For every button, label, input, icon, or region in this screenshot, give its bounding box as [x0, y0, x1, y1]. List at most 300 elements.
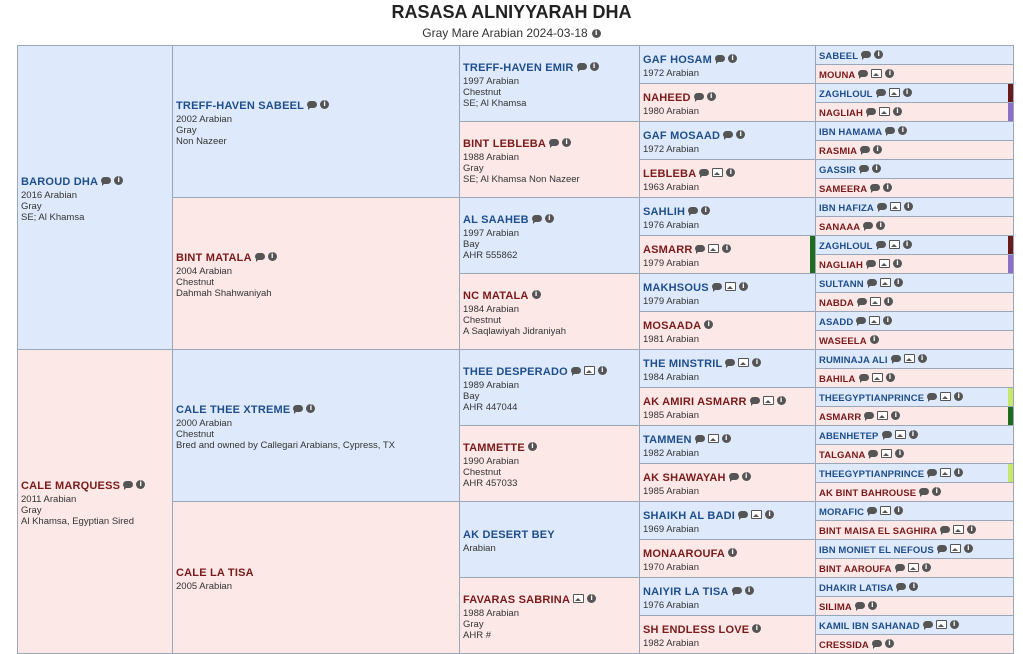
- comment-icon[interactable]: [729, 473, 739, 480]
- gen4-horse-cell: [640, 46, 816, 84]
- gen4-horse-cell: [640, 160, 816, 198]
- image-icon[interactable]: [908, 563, 919, 572]
- image-icon[interactable]: [904, 354, 915, 363]
- horse-name-row: [643, 88, 813, 106]
- info-icon[interactable]: i: [765, 510, 774, 519]
- horse-name-link[interactable]: NAHEED: [643, 92, 691, 104]
- info-icon[interactable]: i: [891, 411, 900, 420]
- info-icon[interactable]: i: [545, 214, 554, 223]
- comment-icon[interactable]: [863, 222, 873, 229]
- image-icon[interactable]: [953, 525, 964, 534]
- info-icon[interactable]: i: [562, 138, 571, 147]
- comment-icon[interactable]: [712, 283, 722, 290]
- comment-icon[interactable]: [101, 177, 111, 184]
- image-icon[interactable]: [712, 168, 723, 177]
- horse-name-link[interactable]: CALE LA TISA: [176, 567, 254, 579]
- info-icon[interactable]: i: [893, 259, 902, 268]
- image-icon[interactable]: [895, 430, 906, 439]
- info-icon[interactable]: i: [885, 639, 894, 648]
- info-icon[interactable]: i: [528, 442, 537, 451]
- horse-name-row: [819, 578, 1011, 596]
- gen5-horse-cell: [816, 198, 1014, 217]
- info-icon[interactable]: i: [883, 183, 892, 192]
- horse-name-row: [643, 202, 813, 220]
- horse-name-link[interactable]: BAHILA: [819, 374, 856, 385]
- horse-detail-line: 1979 Arabian: [643, 258, 699, 269]
- gen2-horse-cell: [173, 46, 460, 198]
- horse-name-link[interactable]: CALE THEE XTREME: [176, 404, 291, 416]
- comment-icon[interactable]: [750, 397, 760, 404]
- comment-icon[interactable]: [725, 359, 735, 366]
- horse-name-row: [176, 400, 457, 418]
- linebreeding-marker: [1008, 464, 1013, 482]
- horse-name-row: [819, 483, 1011, 501]
- gen5-horse-cell: [816, 103, 1014, 122]
- horse-name-row: [643, 316, 813, 334]
- gen5-horse-cell: [816, 160, 1014, 179]
- comment-icon[interactable]: [532, 215, 542, 222]
- comment-icon[interactable]: [860, 146, 870, 153]
- info-icon[interactable]: i: [532, 290, 541, 299]
- comment-icon[interactable]: [861, 51, 871, 58]
- horse-detail-line: Gray: [463, 619, 484, 630]
- info-icon[interactable]: i: [883, 316, 892, 325]
- gen3-horse-cell: [460, 350, 640, 426]
- image-icon[interactable]: [881, 449, 892, 458]
- horse-detail-line: 1980 Arabian: [643, 106, 699, 117]
- comment-icon[interactable]: [855, 602, 865, 609]
- info-icon[interactable]: i: [918, 354, 927, 363]
- image-icon[interactable]: [584, 366, 595, 375]
- info-icon[interactable]: i: [114, 176, 123, 185]
- comment-icon[interactable]: [723, 131, 733, 138]
- horse-detail-line: Gray: [463, 163, 484, 174]
- image-icon[interactable]: [889, 88, 900, 97]
- image-icon[interactable]: [869, 316, 880, 325]
- info-icon[interactable]: i: [903, 88, 912, 97]
- image-icon[interactable]: [751, 510, 762, 519]
- info-icon[interactable]: i: [876, 221, 885, 230]
- horse-name-link[interactable]: SABEEL: [819, 51, 859, 62]
- horse-detail-line: SE; Al Khamsa Non Nazeer: [463, 174, 580, 185]
- horse-detail-line: Gray: [21, 201, 42, 212]
- gen1-horse-cell: [18, 46, 173, 350]
- image-icon[interactable]: [872, 373, 883, 382]
- info-icon[interactable]: i: [592, 29, 601, 38]
- horse-name-link[interactable]: MORAFIC: [819, 507, 865, 518]
- horse-name-link[interactable]: SANAAA: [819, 222, 861, 233]
- linebreeding-marker: [1008, 388, 1013, 406]
- horse-name-row: [643, 50, 813, 68]
- horse-name-row: [819, 331, 1011, 349]
- info-icon[interactable]: i: [904, 202, 913, 211]
- comment-icon[interactable]: [738, 511, 748, 518]
- comment-icon[interactable]: [732, 587, 742, 594]
- info-icon[interactable]: i: [898, 126, 907, 135]
- horse-name-link[interactable]: AK AMIRI ASMARR: [643, 396, 747, 408]
- comment-icon[interactable]: [895, 564, 905, 571]
- horse-name-row: [819, 616, 1011, 634]
- horse-name-link[interactable]: TAMMEN: [643, 434, 692, 446]
- linebreeding-marker: [1008, 255, 1013, 273]
- comment-icon[interactable]: [307, 101, 317, 108]
- horse-name-link[interactable]: THEEGYPTIANPRINCE: [819, 393, 925, 404]
- horse-name-link[interactable]: ASMARR: [819, 412, 862, 423]
- comment-icon[interactable]: [699, 169, 709, 176]
- image-icon[interactable]: [880, 278, 891, 287]
- horse-detail-line: Bay: [463, 391, 480, 402]
- comment-icon[interactable]: [867, 279, 877, 286]
- info-icon[interactable]: i: [870, 335, 879, 344]
- horse-name-link[interactable]: NAGLIAH: [819, 260, 863, 271]
- image-icon[interactable]: [877, 411, 888, 420]
- info-icon[interactable]: i: [885, 69, 894, 78]
- comment-icon[interactable]: [919, 488, 929, 495]
- info-icon[interactable]: i: [707, 92, 716, 101]
- comment-icon[interactable]: [923, 621, 933, 628]
- horse-name-row: [463, 362, 637, 380]
- comment-icon[interactable]: [891, 355, 901, 362]
- comment-icon[interactable]: [885, 127, 895, 134]
- horse-name-link[interactable]: SH ENDLESS LOVE: [643, 624, 750, 636]
- comment-icon[interactable]: [293, 405, 303, 412]
- horse-name-link[interactable]: MONAAROUFA: [643, 548, 726, 560]
- horse-name-link[interactable]: LEBLEBA: [643, 168, 697, 180]
- horse-detail-line: 1985 Arabian: [643, 410, 699, 421]
- horse-name-row: [819, 521, 1011, 539]
- horse-name-link[interactable]: MOSAADA: [643, 320, 702, 332]
- comment-icon[interactable]: [877, 203, 887, 210]
- horse-detail-line: 2005 Arabian: [176, 581, 232, 592]
- comment-icon[interactable]: [882, 431, 892, 438]
- horse-name-row: [819, 293, 1011, 311]
- gen3-horse-cell: [460, 426, 640, 502]
- gen5-horse-cell: [816, 293, 1014, 312]
- gen5-horse-cell: [816, 369, 1014, 388]
- horse-name-link[interactable]: BINT MAISA EL SAGHIRA: [819, 526, 938, 537]
- horse-detail-line: 1982 Arabian: [643, 638, 699, 649]
- comment-icon[interactable]: [867, 507, 877, 514]
- horse-detail-line: Chestnut: [176, 429, 215, 440]
- info-icon[interactable]: i: [752, 624, 761, 633]
- horse-name-row: [176, 563, 457, 581]
- info-icon[interactable]: i: [704, 320, 713, 329]
- info-icon[interactable]: i: [320, 100, 329, 109]
- horse-name-row: [819, 445, 1011, 463]
- image-icon[interactable]: [879, 107, 890, 116]
- horse-name-link[interactable]: THE MINSTRIL: [643, 358, 723, 370]
- horse-name-link[interactable]: WASEELA: [819, 336, 867, 347]
- gen5-horse-cell: [816, 521, 1014, 540]
- horse-name-link[interactable]: NC MATALA: [463, 290, 529, 302]
- horse-name-link[interactable]: CALE MARQUESS: [21, 480, 121, 492]
- horse-name-link[interactable]: BINT AAROUFA: [819, 564, 892, 575]
- image-icon[interactable]: [763, 396, 774, 405]
- horse-name-row: [643, 240, 813, 258]
- horse-detail-line: 1990 Arabian: [463, 456, 519, 467]
- comment-icon[interactable]: [123, 481, 133, 488]
- comment-icon[interactable]: [937, 545, 947, 552]
- info-icon[interactable]: i: [873, 145, 882, 154]
- horse-name-row: [819, 255, 1011, 273]
- gen4-horse-cell: [640, 540, 816, 578]
- gen3-horse-cell: [460, 274, 640, 350]
- linebreeding-marker: [1008, 84, 1013, 102]
- info-icon[interactable]: i: [598, 366, 607, 375]
- image-icon[interactable]: [880, 506, 891, 515]
- comment-icon[interactable]: [856, 317, 866, 324]
- gen5-horse-cell: [816, 122, 1014, 141]
- image-icon[interactable]: [890, 202, 901, 211]
- info-icon[interactable]: i: [268, 252, 277, 261]
- comment-icon[interactable]: [549, 139, 559, 146]
- info-icon[interactable]: i: [954, 468, 963, 477]
- horse-name-link[interactable]: RASMIA: [819, 146, 858, 157]
- horse-name-row: [643, 430, 813, 448]
- gen3-horse-cell: [460, 198, 640, 274]
- horse-detail-line: 2016 Arabian: [21, 190, 77, 201]
- horse-name-link[interactable]: MAKHSOUS: [643, 282, 709, 294]
- horse-detail-line: 1981 Arabian: [643, 334, 699, 345]
- comment-icon[interactable]: [695, 245, 705, 252]
- gen5-horse-cell: [816, 84, 1014, 103]
- horse-name-link[interactable]: IBN HAMAMA: [819, 127, 883, 138]
- horse-name-link[interactable]: BAROUD DHA: [21, 176, 99, 188]
- horse-detail-line: Bay: [463, 239, 480, 250]
- info-icon[interactable]: i: [932, 487, 941, 496]
- info-icon[interactable]: i: [587, 594, 596, 603]
- horse-name-row: [819, 122, 1011, 140]
- info-icon[interactable]: i: [136, 480, 145, 489]
- horse-name-link[interactable]: ZAGHLOUL: [819, 241, 873, 252]
- gen4-horse-cell: [640, 464, 816, 502]
- horse-name-link[interactable]: GASSIR: [819, 165, 857, 176]
- info-icon[interactable]: i: [893, 107, 902, 116]
- comment-icon[interactable]: [694, 93, 704, 100]
- horse-name-row: [463, 210, 637, 228]
- comment-icon[interactable]: [940, 526, 950, 533]
- gen5-horse-cell: [816, 483, 1014, 502]
- horse-name-link[interactable]: TREFF-HAVEN SABEEL: [176, 100, 305, 112]
- comment-icon[interactable]: [872, 640, 882, 647]
- info-icon[interactable]: i: [742, 472, 751, 481]
- horse-detail-line: 1988 Arabian: [463, 152, 519, 163]
- comment-icon[interactable]: [857, 298, 867, 305]
- image-icon[interactable]: [940, 468, 951, 477]
- linebreeding-marker: [1008, 236, 1013, 254]
- horse-name-link[interactable]: AK SHAWAYAH: [643, 472, 726, 484]
- horse-name-link[interactable]: KAMIL IBN SAHANAD: [819, 621, 920, 632]
- comment-icon[interactable]: [859, 374, 869, 381]
- info-icon[interactable]: i: [894, 278, 903, 287]
- info-icon[interactable]: i: [722, 434, 731, 443]
- page-title: RASASA ALNIYYARAH DHA: [391, 2, 632, 22]
- comment-icon[interactable]: [695, 435, 705, 442]
- horse-detail-line: AHR #: [463, 630, 491, 641]
- info-icon[interactable]: i: [894, 506, 903, 515]
- subtitle-text: Gray Mare Arabian 2024-03-18: [422, 26, 588, 40]
- comment-icon[interactable]: [255, 253, 265, 260]
- info-icon[interactable]: i: [874, 50, 883, 59]
- horse-name-row: [819, 217, 1011, 235]
- horse-detail-line: 1972 Arabian: [643, 144, 699, 155]
- horse-name-link[interactable]: ABENHETEP: [819, 431, 879, 442]
- horse-name-link[interactable]: BINT LEBLEBA: [463, 138, 547, 150]
- horse-detail-line: 1970 Arabian: [643, 562, 699, 573]
- info-icon[interactable]: i: [701, 206, 710, 215]
- horse-name-link[interactable]: RUMINAJA ALI: [819, 355, 888, 366]
- gen4-horse-cell: [640, 426, 816, 464]
- horse-name-link[interactable]: GAF HOSAM: [643, 54, 713, 66]
- horse-name-row: [21, 172, 170, 190]
- gen5-horse-cell: [816, 236, 1014, 255]
- horse-detail-line: Arabian: [463, 543, 496, 554]
- gen4-horse-cell: [640, 122, 816, 160]
- linebreeding-marker: [1008, 103, 1013, 121]
- info-icon[interactable]: i: [903, 240, 912, 249]
- horse-name-link[interactable]: FAVARAS SABRINA: [463, 594, 571, 606]
- image-icon[interactable]: [936, 620, 947, 629]
- horse-name-link[interactable]: IBN MONIET EL NEFOUS: [819, 545, 934, 556]
- horse-name-row: [463, 134, 637, 152]
- horse-name-link[interactable]: ZAGHLOUL: [819, 89, 873, 100]
- horse-detail-line: 1982 Arabian: [643, 448, 699, 459]
- horse-name-link[interactable]: IBN HAFIZA: [819, 203, 874, 214]
- image-icon[interactable]: [879, 259, 890, 268]
- horse-name-link[interactable]: GAF MOSAAD: [643, 130, 721, 142]
- horse-name-link[interactable]: SILIMA: [819, 602, 852, 613]
- horse-name-link[interactable]: SAHLIH: [643, 206, 686, 218]
- comment-icon[interactable]: [870, 184, 880, 191]
- image-icon[interactable]: [708, 244, 719, 253]
- info-icon[interactable]: i: [872, 164, 881, 173]
- comment-icon[interactable]: [927, 469, 937, 476]
- horse-name-link[interactable]: AL SAAHEB: [463, 214, 529, 226]
- horse-name-row: [819, 103, 1011, 121]
- comment-icon[interactable]: [577, 63, 587, 70]
- info-icon[interactable]: i: [726, 168, 735, 177]
- horse-name-link[interactable]: NAGLIAH: [819, 108, 863, 119]
- horse-name-link[interactable]: BINT MATALA: [176, 252, 252, 264]
- pedigree-table: [17, 45, 1014, 654]
- comment-icon[interactable]: [859, 165, 869, 172]
- image-icon[interactable]: [889, 240, 900, 249]
- gen5-horse-cell: [816, 388, 1014, 407]
- image-icon[interactable]: [708, 434, 719, 443]
- comment-icon[interactable]: [876, 89, 886, 96]
- horse-name-link[interactable]: TALGANA: [819, 450, 866, 461]
- linebreeding-marker: [1008, 407, 1013, 425]
- comment-icon[interactable]: [858, 70, 868, 77]
- horse-name-link[interactable]: ASMARR: [643, 244, 693, 256]
- horse-name-link[interactable]: THEEGYPTIANPRINCE: [819, 469, 925, 480]
- horse-name-link[interactable]: SAMEERA: [819, 184, 868, 195]
- horse-name-link[interactable]: THEE DESPERADO: [463, 366, 568, 378]
- horse-name-link[interactable]: TAMMETTE: [463, 442, 525, 454]
- horse-name-row: [819, 407, 1011, 425]
- comment-icon[interactable]: [864, 412, 874, 419]
- horse-name-link[interactable]: NAIYIR LA TISA: [643, 586, 729, 598]
- horse-detail-line: Chestnut: [463, 87, 502, 98]
- horse-name-link[interactable]: TREFF-HAVEN EMIR: [463, 62, 574, 74]
- horse-detail-line: 1963 Arabian: [643, 182, 699, 193]
- info-icon[interactable]: i: [954, 392, 963, 401]
- info-icon[interactable]: i: [922, 563, 931, 572]
- info-icon[interactable]: i: [777, 396, 786, 405]
- horse-name-row: [643, 392, 813, 410]
- image-icon[interactable]: [725, 282, 736, 291]
- info-icon[interactable]: i: [868, 601, 877, 610]
- horse-name-link[interactable]: AK BINT BAHROUSE: [819, 488, 917, 499]
- image-icon[interactable]: [738, 358, 749, 367]
- image-icon[interactable]: [573, 594, 584, 603]
- info-icon[interactable]: i: [728, 548, 737, 557]
- gen1-horse-cell: [18, 350, 173, 654]
- comment-icon[interactable]: [868, 450, 878, 457]
- comment-icon[interactable]: [866, 108, 876, 115]
- horse-name-row: [819, 559, 1011, 577]
- info-icon[interactable]: i: [909, 582, 918, 591]
- horse-name-link[interactable]: SULTANN: [819, 279, 864, 290]
- info-icon[interactable]: i: [722, 244, 731, 253]
- horse-name-row: [463, 438, 637, 456]
- image-icon[interactable]: [950, 544, 961, 553]
- info-icon[interactable]: i: [950, 620, 959, 629]
- horse-name-link[interactable]: AK DESERT BEY: [463, 529, 555, 541]
- info-icon[interactable]: i: [306, 404, 315, 413]
- info-icon[interactable]: i: [886, 373, 895, 382]
- image-icon[interactable]: [870, 297, 881, 306]
- horse-name-link[interactable]: SHAIKH AL BADI: [643, 510, 736, 522]
- linebreeding-marker: [810, 236, 815, 273]
- gen5-horse-cell: [816, 616, 1014, 635]
- info-icon[interactable]: i: [909, 430, 918, 439]
- info-icon[interactable]: i: [895, 449, 904, 458]
- horse-name-link[interactable]: DHAKIR LATISA: [819, 583, 894, 594]
- info-icon[interactable]: i: [590, 62, 599, 71]
- horse-detail-line: 1988 Arabian: [463, 608, 519, 619]
- info-icon[interactable]: i: [739, 282, 748, 291]
- info-icon[interactable]: i: [736, 130, 745, 139]
- horse-name-row: [643, 126, 813, 144]
- horse-name-link[interactable]: ASADD: [819, 317, 854, 328]
- image-icon[interactable]: [871, 69, 882, 78]
- comment-icon[interactable]: [688, 207, 698, 214]
- info-icon[interactable]: i: [884, 297, 893, 306]
- horse-name-row: [176, 96, 457, 114]
- info-icon[interactable]: i: [745, 586, 754, 595]
- comment-icon[interactable]: [876, 241, 886, 248]
- comment-icon[interactable]: [866, 260, 876, 267]
- horse-name-link[interactable]: CRESSIDA: [819, 640, 869, 651]
- info-icon[interactable]: i: [964, 544, 973, 553]
- comment-icon[interactable]: [896, 583, 906, 590]
- info-icon[interactable]: i: [728, 54, 737, 63]
- comment-icon[interactable]: [571, 367, 581, 374]
- horse-detail-line: Gray: [21, 505, 42, 516]
- horse-detail-line: 2011 Arabian: [21, 494, 77, 505]
- comment-icon[interactable]: [715, 55, 725, 62]
- horse-name-link[interactable]: MOUNA: [819, 70, 856, 81]
- gen5-horse-cell: [816, 350, 1014, 369]
- horse-name-link[interactable]: NABDA: [819, 298, 854, 309]
- info-icon[interactable]: i: [752, 358, 761, 367]
- gen5-horse-cell: [816, 502, 1014, 521]
- comment-icon[interactable]: [927, 393, 937, 400]
- info-icon[interactable]: i: [967, 525, 976, 534]
- image-icon[interactable]: [940, 392, 951, 401]
- horse-detail-line: 1997 Arabian: [463, 76, 519, 87]
